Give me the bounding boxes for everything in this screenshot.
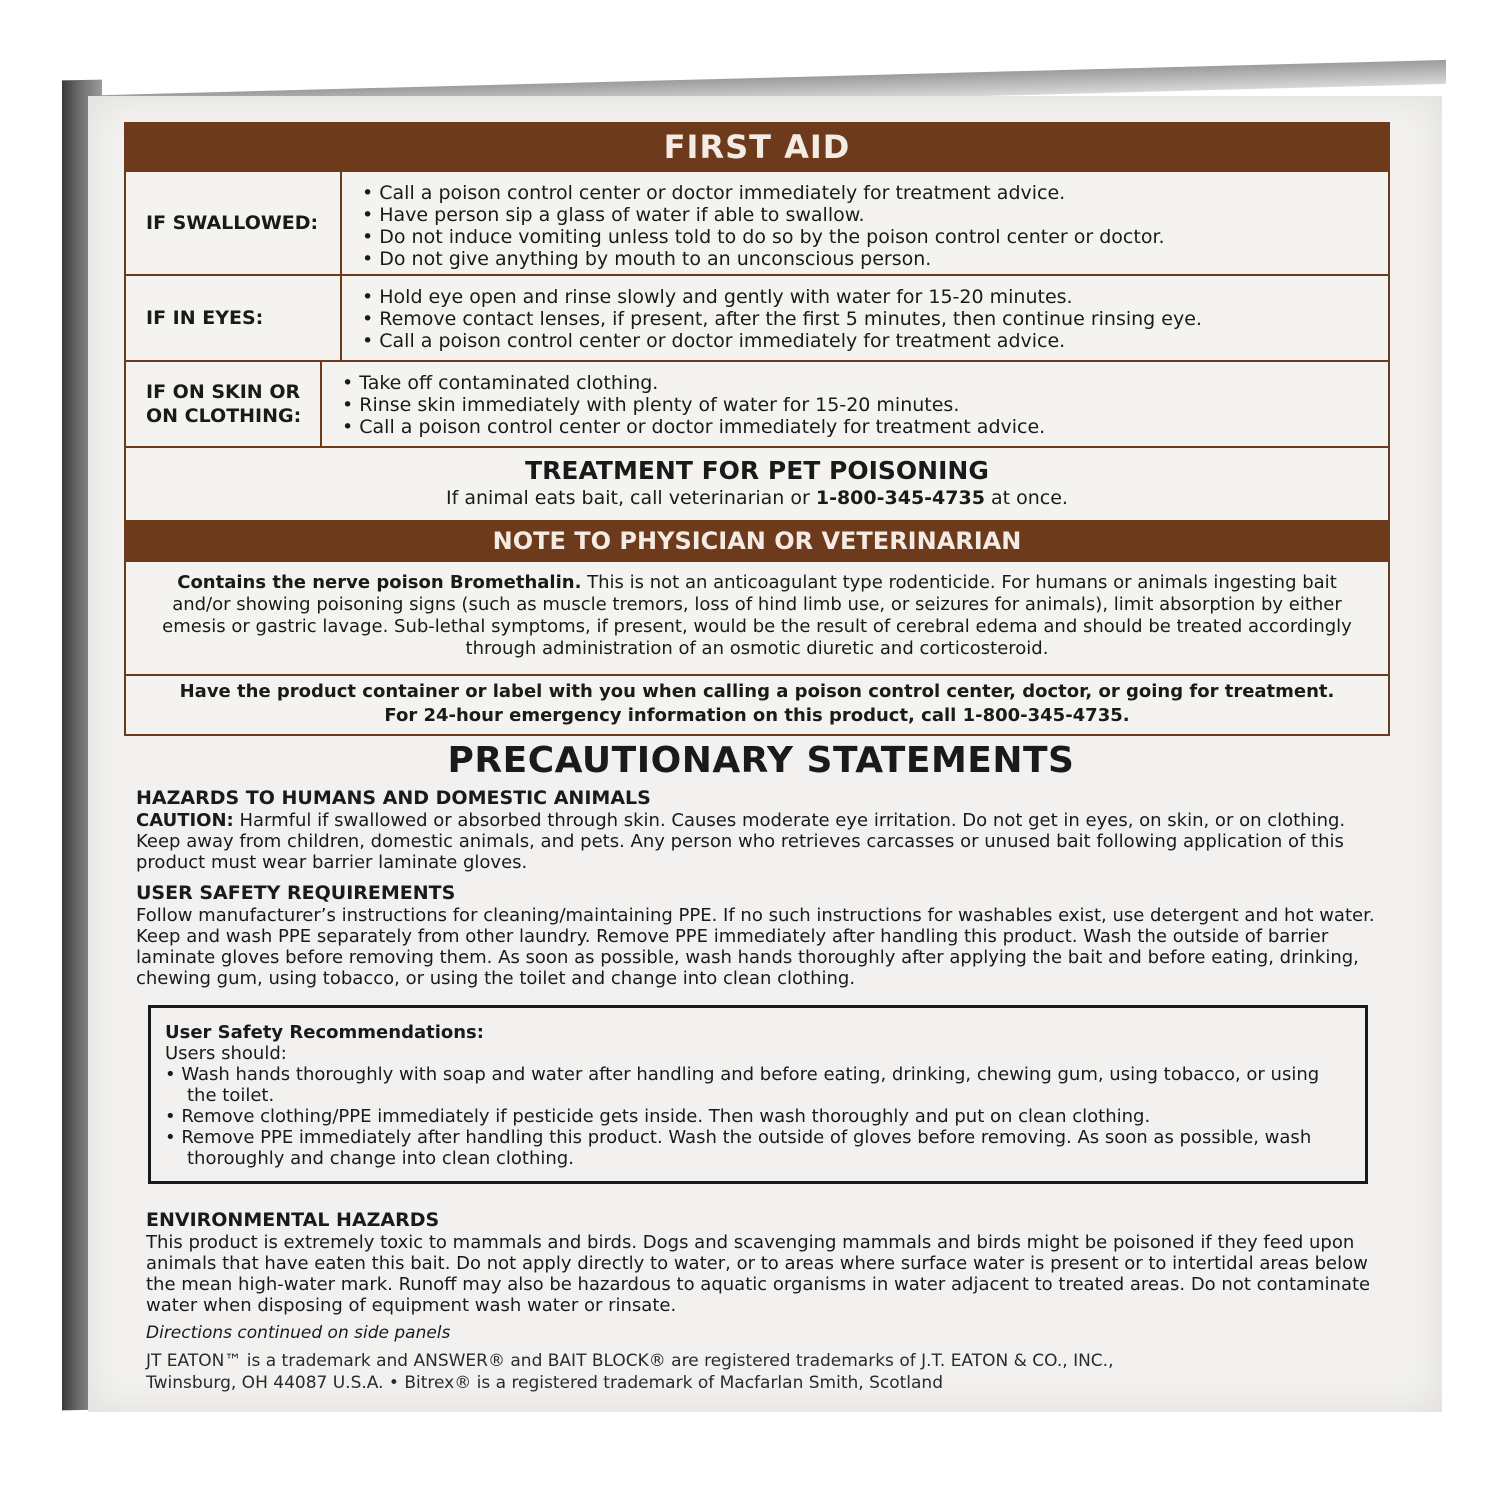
first-aid-label: IF IN EYES: [126,276,342,360]
pet-text-after: at once. [984,487,1068,509]
caution-label: CAUTION: [136,810,234,831]
precautionary-title: PRECAUTIONARY STATEMENTS [447,740,1075,781]
user-safety-recommendations-box [148,1005,1368,1184]
emergency-line-2: For 24-hour emergency information on this product, call 1-800-345-4735. [384,705,1130,726]
note-to-physician-body [126,562,1388,674]
first-aid-row-swallowed [126,170,1388,274]
first-aid-section [124,122,1390,736]
note-body-text: This is not an anticoagulant type rodenticide. For humans or animals ingesting bait and/or showing poisoning signs (such as muscle tremors, loss of hind limb use, or seizures for animals), limit absorption by either emesis or gastric lavage. Sub-lethal symptoms, if present, would be the result of cerebral edema and should be treated accordingly through administration of an osmotic diuretic and corticosteroid. [162,572,1352,659]
recommendations-heading: User Safety Recommendations: [165,1022,484,1043]
note-bold-lead: Contains the nerve poison Bromethalin. [177,572,582,593]
list-item: • Do not give anything by mouth to an unconscious person. [362,248,1388,270]
trademark-notice [136,1350,1386,1394]
list-item: • Take off contaminated clothing. [342,372,1388,394]
user-safety-text: Follow manufacturer’s instructions for cleaning/maintaining PPE. If no such instructions for washables exist, use detergent and hot water. Keep and wash PPE separately from other laundry. Remove PPE immediately after handling this product. Wash the outside of barrier laminate gloves before removing them. As soon as possible, wash hands thoroughly after applying the bait and before eating, drinking, chewing gum, using tobacco, or using the toilet and change into clean clothing. [136,905,1375,989]
list-item: • Wash hands thoroughly with soap and water after handling and before eating, drinking, chewing gum, using tobacco, or using the toilet. [165,1064,1347,1106]
list-item: • Have person sip a glass of water if able to swallow. [362,204,1388,226]
first-aid-label: IF ON SKIN OR ON CLOTHING: [126,362,322,446]
trademark-line-2: Twinsburg, OH 44087 U.S.A. • Bitrex® is a registered trademark of Macfarlan Smith, Scotland [146,1373,943,1393]
pet-phone: 1-800-345-4735 [815,487,985,509]
pet-poisoning-section [126,446,1388,520]
emergency-line-1: Have the product container or label with you when calling a poison control center, doctor, or going for treatment. [179,681,1335,702]
list-item: • Remove PPE immediately after handling this product. Wash the outside of gloves before removing. As soon as possible, wash thoroughly and change into clean clothing. [165,1127,1347,1169]
list-item: • Hold eye open and rinse slowly and gently with water for 15-20 minutes. [362,286,1388,308]
list-item: • Call a poison control center or doctor immediately for treatment advice. [362,330,1388,352]
list-item: • Call a poison control center or doctor immediately for treatment advice. [362,182,1388,204]
environmental-text: This product is extremely toxic to mammals and birds. Dogs and scavenging mammals and birds might be poisoned if they feed upon animals that have eaten this bait. Do not apply directly to water, or to areas where surface water is present or to intertidal areas below the mean high-water mark. Runoff may also be hazardous to aquatic organisms in water adjacent to treated areas. Do not contaminate water when disposing of equipment wash water or rinsate. [146,1232,1371,1316]
caution-paragraph [136,810,1386,873]
emergency-info [126,674,1388,734]
user-safety-heading: USER SAFETY REQUIREMENTS [136,882,456,904]
pet-poisoning-title: TREATMENT FOR PET POISONING [525,456,989,485]
list-item: • Remove contact lenses, if present, after the first 5 minutes, then continue rinsing eye. [362,308,1388,330]
caution-text: Harmful if swallowed or absorbed through skin. Causes moderate eye irritation. Do not get in eyes, on skin, or on clothing. Keep away from children, domestic animals, and pets. Any person who retrieves carcasses or unused bait following application of this product must wear barrier laminate gloves. [136,810,1346,873]
first-aid-list [342,172,1388,274]
hazards-heading: HAZARDS TO HUMANS AND DOMESTIC ANIMALS [136,787,651,809]
pet-text-before: If animal eats bait, call veterinarian or [446,487,816,509]
trademark-line-1: JT EATON™ is a trademark and ANSWER® and BAIT BLOCK® are registered trademarks of J.T. EATON & CO., INC., [146,1351,1114,1371]
list-item: • Remove clothing/PPE immediately if pesticide gets inside. Then wash thoroughly and put on clean clothing. [165,1106,1347,1127]
pet-poisoning-text [126,486,1388,510]
first-aid-row-skin [126,360,1388,446]
note-to-physician-title: NOTE TO PHYSICIAN OR VETERINARIAN [126,520,1388,562]
first-aid-title: FIRST AID [126,124,1388,170]
environmental-heading: ENVIRONMENTAL HAZARDS [146,1209,440,1231]
environmental-section [136,1208,1386,1316]
first-aid-list [342,276,1388,360]
first-aid-row-eyes [126,274,1388,360]
list-item: • Do not induce vomiting unless told to do so by the poison control center or doctor. [362,226,1388,248]
recommendations-list [165,1064,1347,1169]
directions-note: Directions continued on side panels [146,1323,451,1343]
precautionary-section [136,738,1386,1394]
first-aid-label: IF SWALLOWED: [126,172,342,274]
list-item: • Rinse skin immediately with plenty of water for 15-20 minutes. [342,394,1388,416]
first-aid-list [322,362,1388,446]
recommendations-intro: Users should: [165,1043,287,1064]
list-item: • Call a poison control center or doctor immediately for treatment advice. [342,416,1388,438]
